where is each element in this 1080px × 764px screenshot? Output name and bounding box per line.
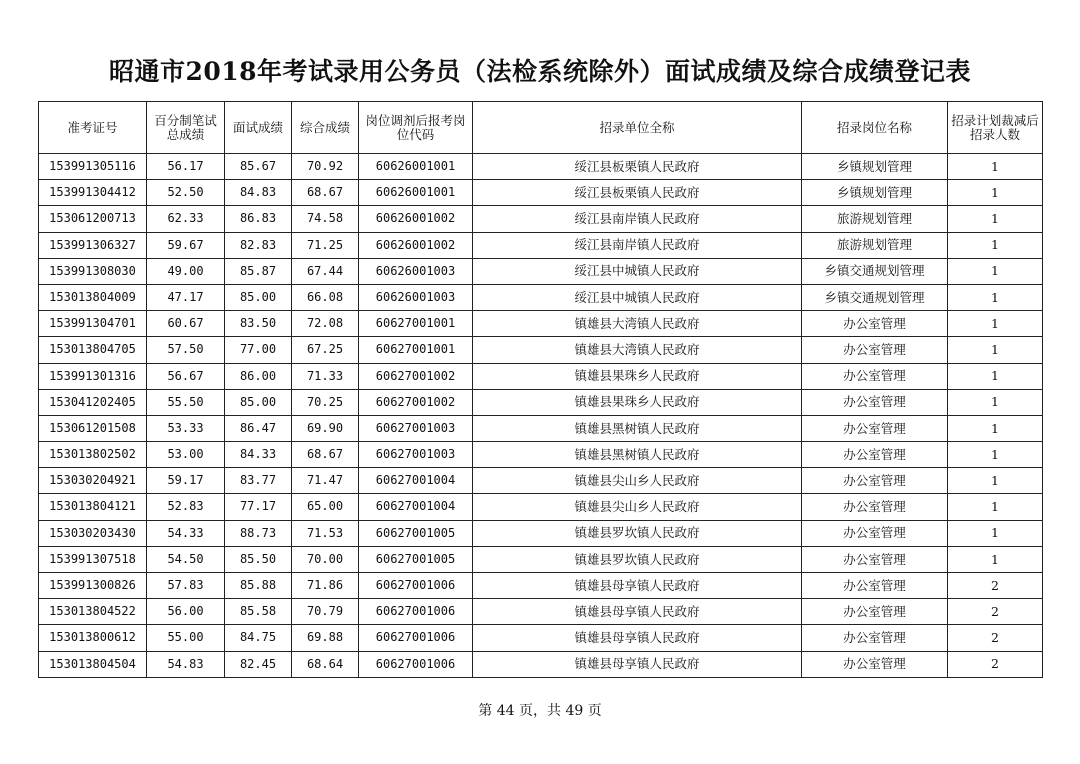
table-row [39,389,1043,415]
table-row [39,546,1043,572]
written-score-cell: 52.83 [147,494,225,520]
interview-score-cell: 86.83 [225,206,292,232]
interview-score-cell: 77.00 [225,337,292,363]
unit-name-cell: 镇雄县罗坎镇人民政府 [473,520,802,546]
position-code-cell: 60627001005 [359,546,473,572]
interview-score-cell: 85.58 [225,599,292,625]
position-code-cell: 60626001003 [359,284,473,310]
quota-cell: 1 [948,311,1043,337]
exam-id-cell: 153013804705 [39,337,147,363]
col-header-unit-name: 招录单位全称 [473,102,802,154]
position-code-cell: 60627001004 [359,468,473,494]
table-row [39,468,1043,494]
position-name-cell: 乡镇交通规划管理 [802,258,948,284]
quota-cell: 1 [948,337,1043,363]
interview-score-cell: 83.77 [225,468,292,494]
position-name-cell: 办公室管理 [802,546,948,572]
composite-score-cell: 70.79 [292,599,359,625]
quota-cell: 1 [948,180,1043,206]
written-score-cell: 62.33 [147,206,225,232]
unit-name-cell: 绥江县中城镇人民政府 [473,258,802,284]
col-header-quota: 招录计划裁减后招录人数 [948,102,1043,154]
composite-score-cell: 74.58 [292,206,359,232]
exam-id-cell: 153991306327 [39,232,147,258]
position-name-cell: 办公室管理 [802,573,948,599]
interview-score-cell: 85.67 [225,154,292,180]
quota-cell: 1 [948,284,1043,310]
page-number: 第 44 页，共 49 页 [478,703,602,719]
interview-score-cell: 83.50 [225,311,292,337]
unit-name-cell: 绥江县板栗镇人民政府 [473,180,802,206]
exam-id-cell: 153041202405 [39,389,147,415]
position-name-cell: 乡镇交通规划管理 [802,284,948,310]
position-name-cell: 旅游规划管理 [802,206,948,232]
position-code-cell: 60626001003 [359,258,473,284]
interview-score-cell: 88.73 [225,520,292,546]
composite-score-cell: 70.92 [292,154,359,180]
quota-cell: 1 [948,154,1043,180]
unit-name-cell: 镇雄县大湾镇人民政府 [473,311,802,337]
written-score-cell: 59.67 [147,232,225,258]
table-row [39,651,1043,677]
position-name-cell: 办公室管理 [802,363,948,389]
written-score-cell: 60.67 [147,311,225,337]
position-name-cell: 办公室管理 [802,468,948,494]
composite-score-cell: 71.25 [292,232,359,258]
written-score-cell: 56.17 [147,154,225,180]
score-table [38,101,1043,678]
position-name-cell: 办公室管理 [802,389,948,415]
table-row [39,337,1043,363]
position-name-cell: 乡镇规划管理 [802,180,948,206]
unit-name-cell: 镇雄县母享镇人民政府 [473,599,802,625]
exam-id-cell: 153013800612 [39,625,147,651]
interview-score-cell: 86.00 [225,363,292,389]
unit-name-cell: 绥江县板栗镇人民政府 [473,154,802,180]
position-name-cell: 办公室管理 [802,520,948,546]
interview-score-cell: 82.45 [225,651,292,677]
unit-name-cell: 镇雄县黑树镇人民政府 [473,415,802,441]
written-score-cell: 54.33 [147,520,225,546]
table-row [39,206,1043,232]
written-score-cell: 59.17 [147,468,225,494]
exam-id-cell: 153991307518 [39,546,147,572]
position-name-cell: 办公室管理 [802,494,948,520]
table-row [39,180,1043,206]
unit-name-cell: 镇雄县母享镇人民政府 [473,651,802,677]
position-name-cell: 办公室管理 [802,651,948,677]
written-score-cell: 54.83 [147,651,225,677]
quota-cell: 1 [948,232,1043,258]
unit-name-cell: 绥江县中城镇人民政府 [473,284,802,310]
composite-score-cell: 71.33 [292,363,359,389]
table-row [39,363,1043,389]
written-score-cell: 57.50 [147,337,225,363]
composite-score-cell: 67.25 [292,337,359,363]
position-name-cell: 乡镇规划管理 [802,154,948,180]
table-row [39,258,1043,284]
position-name-cell: 办公室管理 [802,625,948,651]
interview-score-cell: 77.17 [225,494,292,520]
written-score-cell: 49.00 [147,258,225,284]
table-row [39,599,1043,625]
quota-cell: 1 [948,494,1043,520]
composite-score-cell: 69.88 [292,625,359,651]
written-score-cell: 56.67 [147,363,225,389]
col-header-position-name: 招录岗位名称 [802,102,948,154]
interview-score-cell: 85.87 [225,258,292,284]
position-code-cell: 60626001001 [359,154,473,180]
exam-id-cell: 153991308030 [39,258,147,284]
unit-name-cell: 镇雄县黑树镇人民政府 [473,442,802,468]
col-header-interview-score: 面试成绩 [225,102,292,154]
interview-score-cell: 85.00 [225,389,292,415]
quota-cell: 1 [948,442,1043,468]
position-code-cell: 60627001006 [359,651,473,677]
position-name-cell: 办公室管理 [802,442,948,468]
position-code-cell: 60627001006 [359,573,473,599]
exam-id-cell: 153991304412 [39,180,147,206]
composite-score-cell: 68.67 [292,180,359,206]
table-row [39,232,1043,258]
composite-score-cell: 67.44 [292,258,359,284]
unit-name-cell: 绥江县南岸镇人民政府 [473,232,802,258]
composite-score-cell: 66.08 [292,284,359,310]
position-code-cell: 60627001006 [359,599,473,625]
col-header-position-code: 岗位调剂后报考岗位代码 [359,102,473,154]
exam-id-cell: 153013804504 [39,651,147,677]
exam-id-cell: 153030204921 [39,468,147,494]
unit-name-cell: 镇雄县果珠乡人民政府 [473,363,802,389]
interview-score-cell: 86.47 [225,415,292,441]
position-code-cell: 60626001002 [359,206,473,232]
table-row [39,442,1043,468]
exam-id-cell: 153013804121 [39,494,147,520]
composite-score-cell: 68.64 [292,651,359,677]
unit-name-cell: 镇雄县罗坎镇人民政府 [473,546,802,572]
written-score-cell: 47.17 [147,284,225,310]
unit-name-cell: 镇雄县母享镇人民政府 [473,573,802,599]
exam-id-cell: 153061201508 [39,415,147,441]
quota-cell: 1 [948,206,1043,232]
position-code-cell: 60627001002 [359,389,473,415]
col-header-exam-id: 准考证号 [39,102,147,154]
exam-id-cell: 153991304701 [39,311,147,337]
header-row [39,102,1043,154]
table-body [39,154,1043,678]
unit-name-cell: 镇雄县母享镇人民政府 [473,625,802,651]
position-name-cell: 办公室管理 [802,415,948,441]
composite-score-cell: 70.25 [292,389,359,415]
interview-score-cell: 84.33 [225,442,292,468]
page-title: 昭通市2018年考试录用公务员（法检系统除外）面试成绩及综合成绩登记表 [108,57,972,86]
exam-id-cell: 153991305116 [39,154,147,180]
composite-score-cell: 65.00 [292,494,359,520]
interview-score-cell: 85.88 [225,573,292,599]
unit-name-cell: 绥江县南岸镇人民政府 [473,206,802,232]
exam-id-cell: 153991301316 [39,363,147,389]
written-score-cell: 53.33 [147,415,225,441]
quota-cell: 1 [948,363,1043,389]
written-score-cell: 56.00 [147,599,225,625]
exam-id-cell: 153013804009 [39,284,147,310]
position-code-cell: 60627001004 [359,494,473,520]
position-name-cell: 办公室管理 [802,599,948,625]
quota-cell: 1 [948,546,1043,572]
quota-cell: 1 [948,468,1043,494]
interview-score-cell: 84.75 [225,625,292,651]
exam-id-cell: 153991300826 [39,573,147,599]
col-header-composite-score: 综合成绩 [292,102,359,154]
written-score-cell: 54.50 [147,546,225,572]
composite-score-cell: 72.08 [292,311,359,337]
table-row [39,625,1043,651]
position-name-cell: 办公室管理 [802,311,948,337]
exam-id-cell: 153013804522 [39,599,147,625]
interview-score-cell: 84.83 [225,180,292,206]
interview-score-cell: 85.50 [225,546,292,572]
position-code-cell: 60626001001 [359,180,473,206]
unit-name-cell: 镇雄县尖山乡人民政府 [473,468,802,494]
interview-score-cell: 85.00 [225,284,292,310]
composite-score-cell: 68.67 [292,442,359,468]
position-code-cell: 60627001002 [359,363,473,389]
table-row [39,494,1043,520]
interview-score-cell: 82.83 [225,232,292,258]
unit-name-cell: 镇雄县果珠乡人民政府 [473,389,802,415]
table-row [39,520,1043,546]
col-header-written-score: 百分制笔试总成绩 [147,102,225,154]
position-name-cell: 旅游规划管理 [802,232,948,258]
unit-name-cell: 镇雄县大湾镇人民政府 [473,337,802,363]
composite-score-cell: 71.53 [292,520,359,546]
position-code-cell: 60627001001 [359,337,473,363]
written-score-cell: 55.00 [147,625,225,651]
composite-score-cell: 70.00 [292,546,359,572]
written-score-cell: 55.50 [147,389,225,415]
position-name-cell: 办公室管理 [802,337,948,363]
quota-cell: 1 [948,389,1043,415]
quota-cell: 2 [948,651,1043,677]
exam-id-cell: 153061200713 [39,206,147,232]
written-score-cell: 52.50 [147,180,225,206]
quota-cell: 1 [948,415,1043,441]
position-code-cell: 60627001003 [359,442,473,468]
position-code-cell: 60627001003 [359,415,473,441]
position-code-cell: 60627001006 [359,625,473,651]
position-code-cell: 60627001005 [359,520,473,546]
quota-cell: 2 [948,599,1043,625]
position-code-cell: 60626001002 [359,232,473,258]
composite-score-cell: 69.90 [292,415,359,441]
exam-id-cell: 153030203430 [39,520,147,546]
table-row [39,415,1043,441]
table-row [39,311,1043,337]
table-row [39,154,1043,180]
table-row [39,284,1043,310]
exam-id-cell: 153013802502 [39,442,147,468]
composite-score-cell: 71.86 [292,573,359,599]
unit-name-cell: 镇雄县尖山乡人民政府 [473,494,802,520]
quota-cell: 2 [948,625,1043,651]
table-row [39,573,1043,599]
position-code-cell: 60627001001 [359,311,473,337]
written-score-cell: 53.00 [147,442,225,468]
composite-score-cell: 71.47 [292,468,359,494]
quota-cell: 1 [948,258,1043,284]
written-score-cell: 57.83 [147,573,225,599]
quota-cell: 1 [948,520,1043,546]
quota-cell: 2 [948,573,1043,599]
